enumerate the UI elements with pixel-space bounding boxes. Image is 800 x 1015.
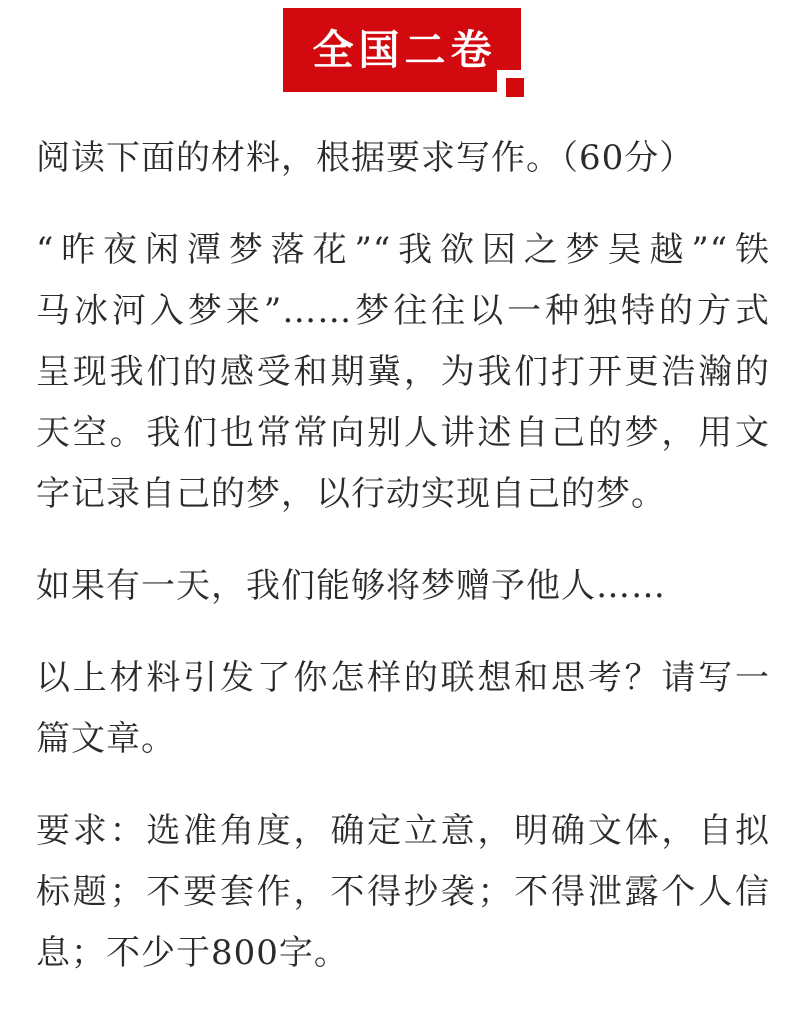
text-line: 要求：选准角度，确定立意，明确文体，自拟 [36, 811, 770, 851]
exam-banner-title: 全国二卷 [312, 25, 497, 74]
text-line: 以上材料引发了你怎样的联想和思考？请写一 [36, 658, 770, 698]
text-line: 标题；不要套作，不得抄袭；不得泄露个人信 [36, 872, 770, 912]
paragraph-material [36, 220, 770, 525]
exam-banner [283, 8, 521, 92]
text-line: “昨夜闲潭梦落花”“我欲因之梦吴越”“铁 [36, 230, 770, 270]
text-line: 息；不少于800字。 [36, 933, 349, 973]
text-line: 呈现我们的感受和期冀，为我们打开更浩瀚的 [36, 352, 770, 392]
text-line: 天空。我们也常常向别人讲述自己的梦，用文 [36, 413, 770, 453]
text-line: 如果有一天，我们能够将梦赠予他人…… [36, 566, 666, 606]
essay-prompt [36, 128, 770, 1015]
text-line: 马冰河入梦来”……梦往往以一种独特的方式 [36, 291, 770, 331]
banner-corner-square-icon [506, 78, 524, 97]
paragraph-hypothetical [36, 556, 770, 617]
text-line: 阅读下面的材料，根据要求写作。（60分） [36, 138, 695, 178]
text-line: 篇文章。 [36, 719, 176, 759]
paragraph-task [36, 648, 770, 770]
paragraph-instruction [36, 128, 770, 189]
paragraph-requirements [36, 801, 770, 984]
text-line: 字记录自己的梦，以行动实现自己的梦。 [36, 474, 666, 514]
